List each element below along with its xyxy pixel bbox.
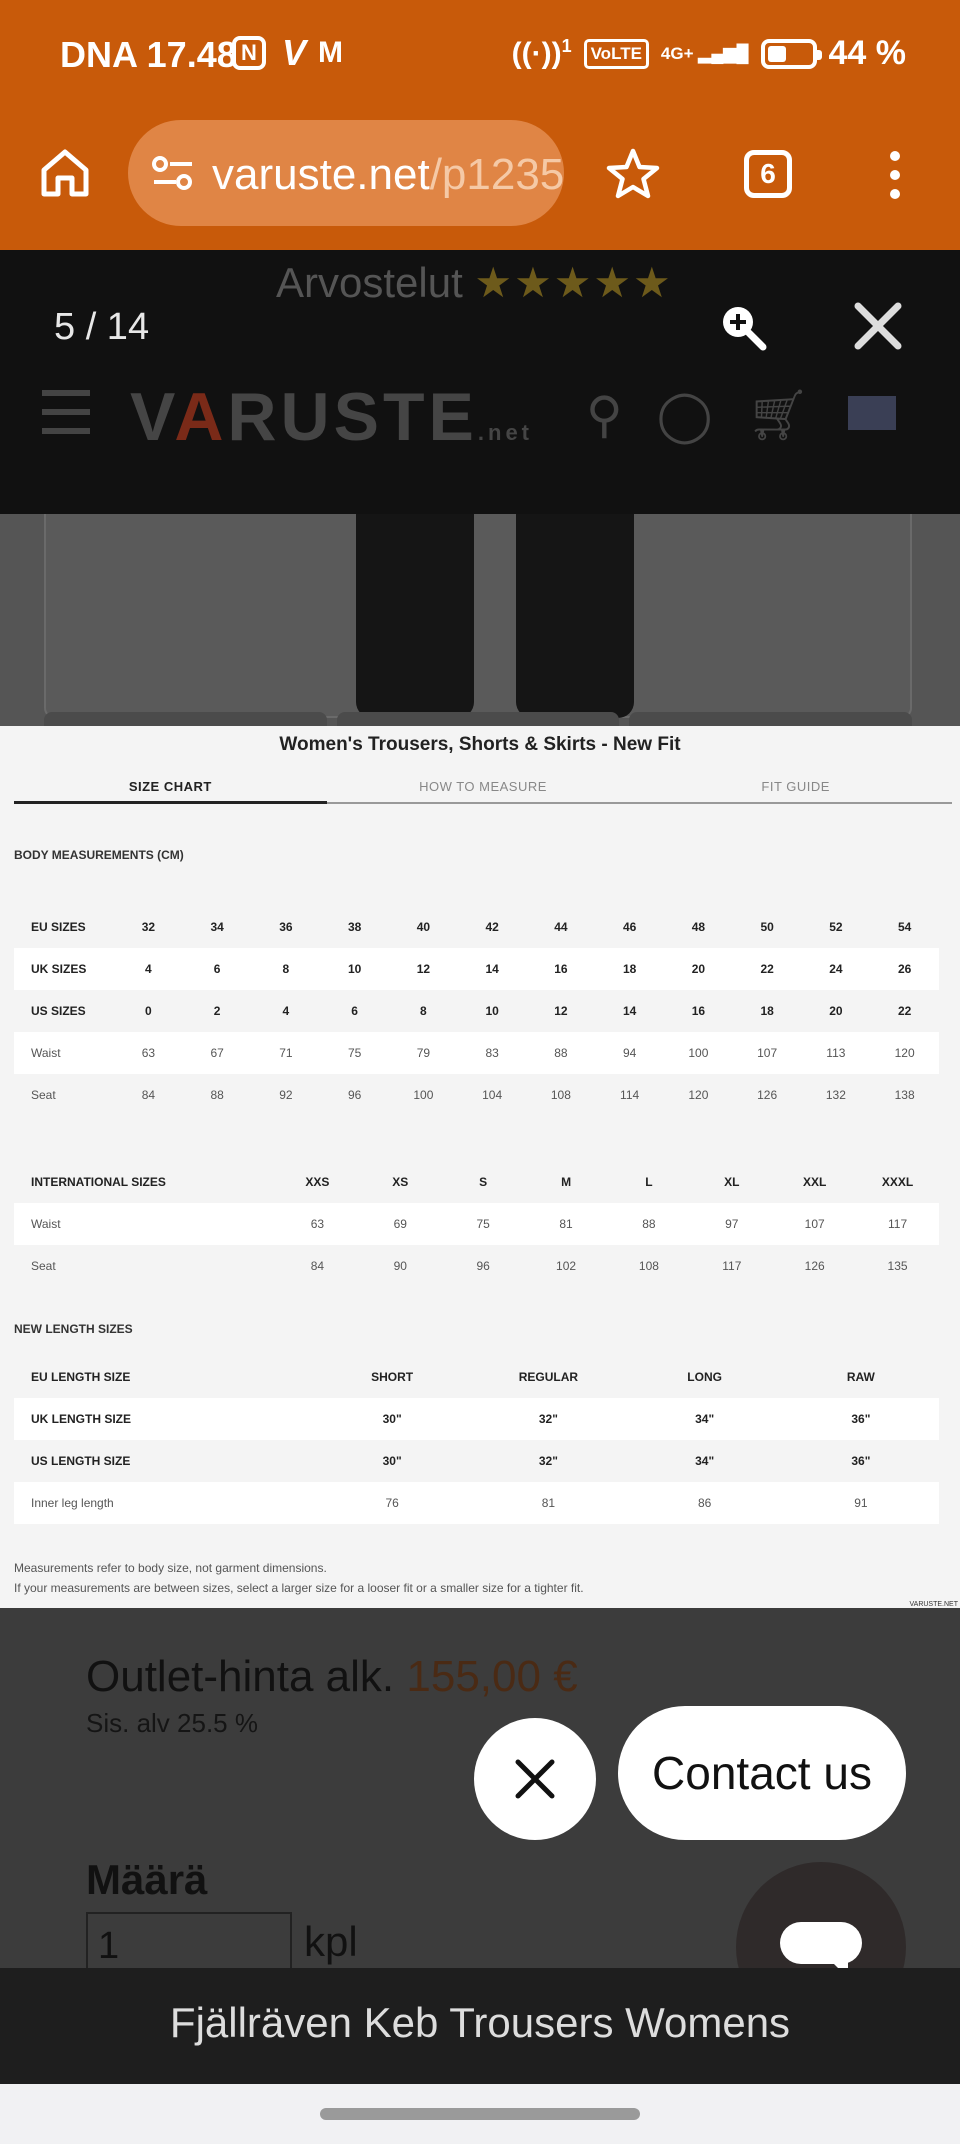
quantity-label: Määrä <box>86 1856 208 1903</box>
table-cell: 69 <box>359 1203 442 1245</box>
table-row <box>14 1440 939 1482</box>
row-header: EU LENGTH SIZE <box>14 1356 314 1398</box>
table-cell: XS <box>359 1161 442 1203</box>
table-cell: 88 <box>527 1032 596 1074</box>
table-row <box>14 948 939 990</box>
table-cell: 117 <box>856 1203 939 1245</box>
logo-accent: A <box>174 379 228 455</box>
table-cell: 86 <box>627 1482 783 1524</box>
product-photo-background <box>0 514 960 726</box>
table-cell: 22 <box>870 990 939 1032</box>
price-label: Outlet-hinta alk. <box>86 1652 395 1701</box>
table-cell: 32" <box>470 1398 626 1440</box>
tab-how-to-measure: HOW TO MEASURE <box>419 779 547 794</box>
signal-icon: 4G+ ▂▄▆█ <box>660 43 749 63</box>
table-cell: 2 <box>183 990 252 1032</box>
table-cell: XL <box>690 1161 773 1203</box>
table-cell: 34" <box>627 1398 783 1440</box>
quantity-input: 1 <box>86 1912 292 1968</box>
table-row <box>14 1074 939 1116</box>
table-cell: 120 <box>664 1074 733 1116</box>
table-row <box>14 906 939 948</box>
battery-icon <box>761 39 817 69</box>
table-cell: 42 <box>458 906 527 948</box>
row-header: Waist <box>14 1032 114 1074</box>
address-field[interactable] <box>128 120 564 226</box>
table-cell: 16 <box>527 948 596 990</box>
size-chart-image <box>0 726 960 1608</box>
table-cell: 8 <box>252 948 321 990</box>
vpn-icon: V <box>282 32 307 73</box>
table-cell: 81 <box>470 1482 626 1524</box>
wifi-badge: 1 <box>561 36 572 56</box>
table-cell: 108 <box>527 1074 596 1116</box>
table-row <box>14 1203 939 1245</box>
table-cell: 14 <box>458 948 527 990</box>
body-measurements-table <box>14 906 939 1116</box>
table-cell: 107 <box>733 1032 802 1074</box>
table-cell: 97 <box>690 1203 773 1245</box>
table-cell: 32 <box>114 906 183 948</box>
image-counter: 5 / 14 <box>54 306 150 348</box>
carrier-time: DNA 17.48 <box>60 34 237 75</box>
tab-fit-guide: FIT GUIDE <box>761 779 830 794</box>
reviews-banner <box>276 258 673 307</box>
table-cell: 8 <box>389 990 458 1032</box>
note-line-2: If your measurements are between sizes, select a larger size for a looser fit or a smaller size for a tighter fit. <box>14 1581 584 1595</box>
site-settings-icon[interactable] <box>150 150 196 196</box>
row-header: UK SIZES <box>14 948 114 990</box>
table-cell: 22 <box>733 948 802 990</box>
table-cell: 84 <box>114 1074 183 1116</box>
table-cell: XXL <box>773 1161 856 1203</box>
length-sizes-table <box>14 1356 939 1524</box>
table-cell: 30" <box>314 1398 470 1440</box>
contact-us-button[interactable]: Contact us <box>618 1706 906 1840</box>
table-cell: 40 <box>389 906 458 948</box>
table-row <box>14 1032 939 1074</box>
table-cell: 30" <box>314 1440 470 1482</box>
table-cell: 79 <box>389 1032 458 1074</box>
table-cell: 44 <box>527 906 596 948</box>
row-header: EU SIZES <box>14 906 114 948</box>
url-bar <box>0 110 960 250</box>
row-header: Seat <box>14 1245 276 1287</box>
table-cell: 91 <box>783 1482 939 1524</box>
table-cell: SHORT <box>314 1356 470 1398</box>
table-cell: 10 <box>320 948 389 990</box>
table-cell: XXXL <box>856 1161 939 1203</box>
size-chart-title: Women's Trousers, Shorts & Skirts - New Fit <box>279 734 681 755</box>
table-cell: 94 <box>595 1032 664 1074</box>
table-cell: 67 <box>183 1032 252 1074</box>
browser-chrome <box>0 0 960 250</box>
image-caption: Fjällräven Keb Trousers Womens <box>0 1968 960 2084</box>
table-cell: 96 <box>320 1074 389 1116</box>
table-cell: 48 <box>664 906 733 948</box>
table-cell: XXS <box>276 1161 359 1203</box>
hamburger-menu-icon <box>42 390 90 434</box>
mail-icon: M <box>318 36 343 69</box>
table-cell: 26 <box>870 948 939 990</box>
table-row <box>14 1398 939 1440</box>
table-cell: 54 <box>870 906 939 948</box>
status-bar <box>0 0 960 110</box>
table-cell: 36" <box>783 1440 939 1482</box>
zoom-in-icon[interactable] <box>718 302 768 352</box>
table-cell: 38 <box>320 906 389 948</box>
table-cell: 81 <box>525 1203 608 1245</box>
table-cell: 4 <box>114 948 183 990</box>
table-cell: 10 <box>458 990 527 1032</box>
table-cell: 117 <box>690 1245 773 1287</box>
row-header: US SIZES <box>14 990 114 1032</box>
row-header: Inner leg length <box>14 1482 314 1524</box>
table-cell: 12 <box>527 990 596 1032</box>
table-cell: 84 <box>276 1245 359 1287</box>
body-measurements-label: BODY MEASUREMENTS (CM) <box>14 848 184 862</box>
row-header: Seat <box>14 1074 114 1116</box>
site-logo: VARUSTE.net <box>130 379 534 455</box>
table-cell: 32" <box>470 1440 626 1482</box>
table-cell: 6 <box>320 990 389 1032</box>
row-header: US LENGTH SIZE <box>14 1440 314 1482</box>
table-cell: 12 <box>389 948 458 990</box>
network-type: 4G+ <box>660 43 694 63</box>
table-cell: 24 <box>802 948 871 990</box>
length-sizes-label: NEW LENGTH SIZES <box>14 1322 133 1336</box>
table-cell: 76 <box>314 1482 470 1524</box>
row-header: Waist <box>14 1203 276 1245</box>
home-icon[interactable] <box>38 146 92 200</box>
account-icon: ◯ <box>656 387 713 443</box>
table-cell: 36" <box>783 1398 939 1440</box>
table-cell: 18 <box>595 948 664 990</box>
row-header: UK LENGTH SIZE <box>14 1398 314 1440</box>
table-cell: 88 <box>183 1074 252 1116</box>
table-cell: 14 <box>595 990 664 1032</box>
table-cell: L <box>608 1161 691 1203</box>
table-cell: 75 <box>320 1032 389 1074</box>
table-cell: 71 <box>252 1032 321 1074</box>
table-cell: 92 <box>252 1074 321 1116</box>
table-cell: 132 <box>802 1074 871 1116</box>
outlet-price <box>86 1652 578 1702</box>
table-cell: 18 <box>733 990 802 1032</box>
table-cell: 4 <box>252 990 321 1032</box>
table-cell: 100 <box>664 1032 733 1074</box>
dismiss-contact-button[interactable] <box>474 1718 596 1840</box>
table-cell: 138 <box>870 1074 939 1116</box>
reviews-stars: ★★★★★ <box>474 259 673 306</box>
image-viewer-header <box>0 250 960 514</box>
table-cell: LONG <box>627 1356 783 1398</box>
bookmark-star-icon[interactable] <box>604 146 662 204</box>
price-amount: 155,00 € <box>406 1652 578 1701</box>
international-sizes-table <box>14 1161 939 1287</box>
table-cell: 114 <box>595 1074 664 1116</box>
table-cell: 88 <box>608 1203 691 1245</box>
table-cell: 63 <box>276 1203 359 1245</box>
url-text <box>212 150 564 200</box>
table-cell: 0 <box>114 990 183 1032</box>
table-cell: 90 <box>359 1245 442 1287</box>
table-cell: 113 <box>802 1032 871 1074</box>
table-row <box>14 1161 939 1203</box>
table-cell: 75 <box>442 1203 525 1245</box>
table-row <box>14 1245 939 1287</box>
note-line-1: Measurements refer to body size, not garment dimensions. <box>14 1561 327 1575</box>
quantity-unit: kpl <box>304 1918 358 1965</box>
table-cell: REGULAR <box>470 1356 626 1398</box>
trouser-leg-left <box>356 514 474 718</box>
overflow-menu-icon[interactable] <box>880 148 910 204</box>
nfc-icon: N <box>232 36 266 70</box>
table-row <box>14 990 939 1032</box>
search-icon: ⚲ <box>586 387 623 443</box>
table-cell: 36 <box>252 906 321 948</box>
table-cell: 46 <box>595 906 664 948</box>
table-cell: 126 <box>733 1074 802 1116</box>
product-photo-card <box>44 514 912 718</box>
table-cell: 50 <box>733 906 802 948</box>
finland-flag-icon <box>848 396 896 430</box>
table-cell: 20 <box>802 990 871 1032</box>
close-viewer-icon[interactable] <box>850 298 906 354</box>
table-cell: 34 <box>183 906 252 948</box>
table-cell: 52 <box>802 906 871 948</box>
table-cell: S <box>442 1161 525 1203</box>
trouser-leg-right <box>516 514 634 718</box>
table-cell: 108 <box>608 1245 691 1287</box>
status-right <box>512 34 906 73</box>
tab-size-chart: SIZE CHART <box>14 774 327 804</box>
gesture-handle[interactable] <box>320 2108 640 2120</box>
table-cell: 63 <box>114 1032 183 1074</box>
table-cell: 126 <box>773 1245 856 1287</box>
cart-icon: 🛒︎ <box>746 387 811 443</box>
table-cell: 120 <box>870 1032 939 1074</box>
table-cell: 16 <box>664 990 733 1032</box>
wifi-icon: ((·))$^1$ <box>511 36 572 70</box>
table-cell: 6 <box>183 948 252 990</box>
table-cell: M <box>525 1161 608 1203</box>
chat-bubble-icon <box>780 1922 862 1964</box>
table-cell: 20 <box>664 948 733 990</box>
chart-brandmark: VARUSTE.NET <box>909 1601 958 1608</box>
table-row <box>14 1356 939 1398</box>
table-row <box>14 1482 939 1524</box>
url-host: varuste.net <box>212 150 430 199</box>
table-cell: 100 <box>389 1074 458 1116</box>
row-header: INTERNATIONAL SIZES <box>14 1161 276 1203</box>
table-cell: 135 <box>856 1245 939 1287</box>
volte-icon: VoLTE <box>584 39 649 69</box>
reviews-label: Arvostelut <box>276 259 463 306</box>
table-cell: 102 <box>525 1245 608 1287</box>
url-path: /p1235 <box>429 150 564 199</box>
thumbnail-strip <box>44 712 912 726</box>
table-cell: 96 <box>442 1245 525 1287</box>
table-cell: RAW <box>783 1356 939 1398</box>
table-cell: 104 <box>458 1074 527 1116</box>
size-chart-notes <box>14 1558 584 1598</box>
tab-switcher-button[interactable]: 6 <box>744 150 792 198</box>
table-cell: 83 <box>458 1032 527 1074</box>
table-cell: 34" <box>627 1440 783 1482</box>
battery-level: 44 % <box>828 34 906 72</box>
navigation-gesture-area <box>0 2084 960 2144</box>
vat-note: Sis. alv 25.5 % <box>86 1708 258 1738</box>
table-cell: 107 <box>773 1203 856 1245</box>
site-header-icons <box>586 386 810 445</box>
size-chart-tabs <box>14 774 952 804</box>
